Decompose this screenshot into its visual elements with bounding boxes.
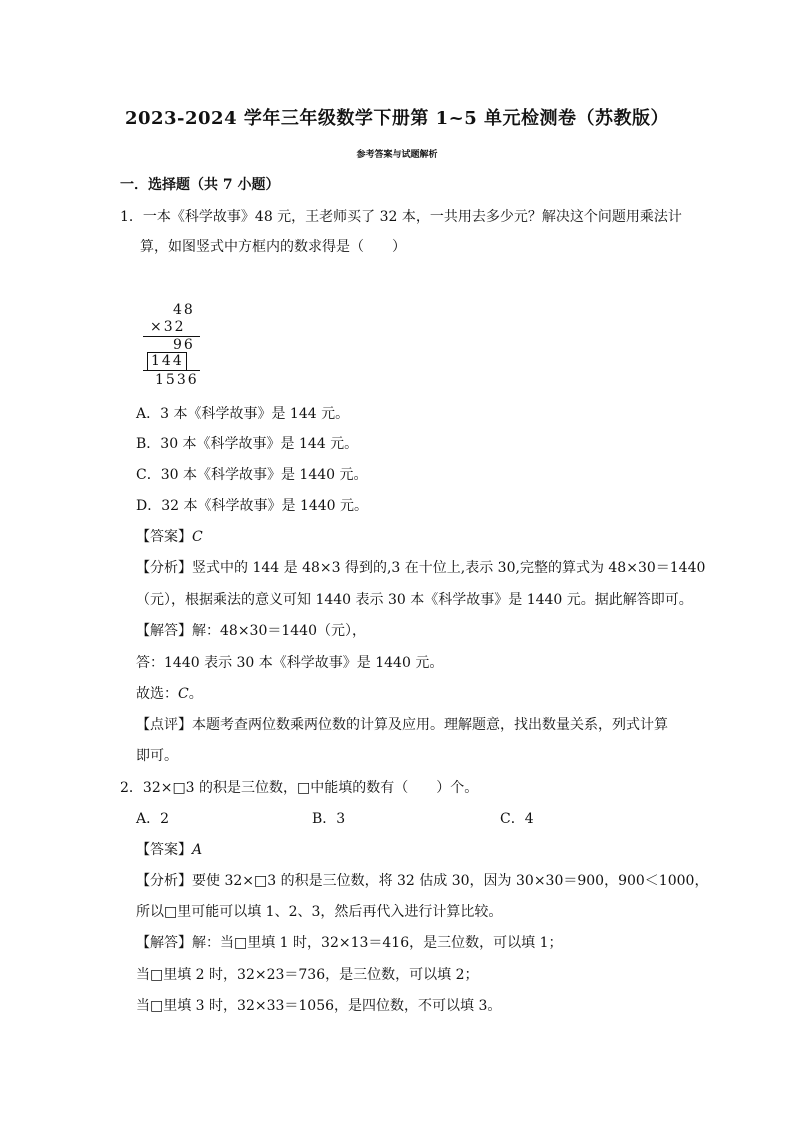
q2-solution-line-1: 【解答】解：当□里填 1 时，32×13＝416，是三位数，可以填 1； [136, 935, 563, 951]
answer-value: A [192, 842, 203, 858]
choice-prefix: 故选： [136, 686, 178, 702]
calc-row-4-boxed: 144 [151, 353, 184, 369]
q1-option-d: D．32 本《科学故事》是 1440 元。 [136, 498, 369, 514]
q2-analysis-line-2: 所以□里可能可以填 1、2、3，然后再代入进行计算比较。 [136, 904, 503, 920]
section-heading: 一．选择题（共 7 小题） [120, 177, 280, 193]
q1-option-b: B．30 本《科学故事》是 144 元。 [136, 436, 359, 452]
q1-stem-line-1: 1．一本《科学故事》48 元，王老师买了 32 本，一共用去多少元？解决这个问题用乘法计 [120, 209, 682, 225]
calc-row-3: 96 [173, 337, 195, 353]
page-title: 2023-2024 学年三年级数学下册第 1~5 单元检测卷（苏教版） [124, 108, 670, 129]
q2-option-b: B．3 [312, 811, 346, 827]
calc-rule-2 [143, 370, 200, 371]
calc-rule-1 [143, 336, 200, 337]
q2-stem: 2．32×□3 的积是三位数，□中能填的数有（ ）个。 [120, 780, 479, 796]
choice-value: C [178, 686, 189, 702]
q2-analysis-line-1: 【分析】要使 32×□3 的积是三位数，将 32 估成 30，因为 30×30＝900，900＜1000， [136, 873, 709, 889]
answer-label: 【答案】 [136, 842, 192, 858]
q1-answer [136, 527, 203, 547]
calc-row-1: 48 [173, 302, 195, 318]
q2-solution-line-3: 当□里填 3 时，32×33＝1056，是四位数，不可以填 3。 [136, 998, 502, 1014]
calc-answer-box [147, 352, 187, 371]
q2-option-a: A．2 [136, 811, 170, 827]
q1-solution-line-1: 【解答】解：48×30＝1440（元）， [136, 623, 366, 639]
choice-suffix: 。 [188, 686, 203, 702]
q2-option-c: C．4 [500, 811, 534, 827]
calc-row-2: ×32 [150, 319, 186, 335]
answer-value: C [192, 529, 203, 545]
q1-analysis-line-2: （元），根据乘法的意义可知 1440 表示 30 本《科学故事》是 1440 元。据此解答即可。 [136, 592, 693, 608]
answer-label: 【答案】 [136, 529, 192, 545]
q2-solution-line-2: 当□里填 2 时，32×23＝736，是三位数，可以填 2； [136, 967, 479, 983]
q1-option-c: C．30 本《科学故事》是 1440 元。 [136, 467, 368, 483]
q1-stem-line-2: 算，如图竖式中方框内的数求得是（ ） [140, 239, 406, 255]
q1-choice [136, 684, 203, 704]
q1-solution-line-2: 答：1440 表示 30 本《科学故事》是 1440 元。 [136, 655, 444, 671]
q1-analysis-line-1: 【分析】竖式中的 144 是 48×3 得到的,3 在十位上,表示 30,完整的算式为 48×30＝1440 [136, 560, 706, 576]
q1-comment-line-2: 即可。 [136, 748, 178, 764]
q1-comment-line-1: 【点评】本题考查两位数乘两位数的计算及应用。理解题意，找出数量关系，列式计算 [136, 717, 668, 733]
q1-option-a: A．3 本《科学故事》是 144 元。 [136, 406, 350, 422]
calc-row-5: 1536 [155, 372, 199, 388]
page-subtitle: 参考答案与试题解析 [356, 150, 438, 160]
q2-answer [136, 840, 202, 860]
